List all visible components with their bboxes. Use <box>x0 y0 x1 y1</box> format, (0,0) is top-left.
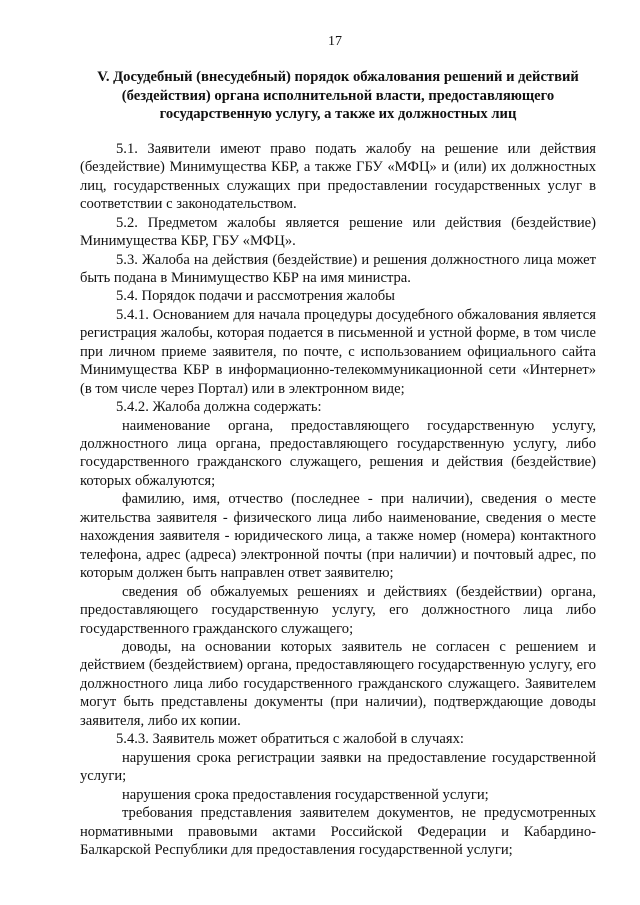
section-heading <box>80 68 596 124</box>
paragraph-complaint-decisions: сведения об обжалуемых решениях и действиях (бездействии) органа, предоставляющего государственную услугу, его должностного лица либо государственного гражданского служащего; <box>80 583 596 637</box>
paragraph-5-4: 5.4. Порядок подачи и рассмотрения жалобы <box>116 288 395 305</box>
paragraph-complaint-organ: наименование органа, предоставляющего государственную услугу, должностного лица органа, предоставляющего государственную услугу, либо государственного гражданского служащего, решения и действия (бездействие) которых обжалуются; <box>80 417 596 489</box>
paragraph-complaint-applicant: фамилию, имя, отчество (последнее - при наличии), сведения о месте жительства заявителя - физического лица либо наименование, сведения о месте нахождения заявителя - юридического лица, а также номер (номера) контактного телефона, адрес (адреса) электронной почты (при наличии) и почтовый адрес, по которым должен быть направлен ответ заявителю; <box>80 491 596 582</box>
paragraph-5-4-1: 5.4.1. Основанием для начала процедуры досудебного обжалования является регистрация жалобы, которая подается в письменной и устной форме, в том числе при личном приеме заявителя, по почте, с использованием официального сайта Минимущества КБР в информационно-телекоммуникационной сети «Интернет» (в том числе через Портал) или в электронном виде; <box>80 306 596 397</box>
paragraph-complaint-arguments: доводы, на основании которых заявитель не согласен с решением и действием (бездействием) органа, предоставляющего государственную услугу, его должностного лица либо государственного гражданского служащего. Заявителем могут быть представлены документы (при наличии), подтверждающие доводы заявителя, либо их копии. <box>80 639 596 729</box>
page-number: 17 <box>328 34 342 49</box>
paragraph-case-deadline: нарушения срока предоставления государственной услуги; <box>122 786 489 803</box>
heading-line: (бездействия) органа исполнительной власти, предоставляющего <box>121 87 555 104</box>
paragraph-case-documents: требования представления заявителем документов, не предусмотренных нормативными правовыми актами Российской Федерации и Кабардино-Балкарской Республики для предоставления государственной услуги; <box>80 805 596 858</box>
paragraph-5-1: 5.1. Заявители имеют право подать жалобу на решение или действия (бездействие) Минимущества КБР, а также ГБУ «МФЦ» и (или) их должностных лиц, государственных служащих при предоставлении государственных услуг в соответствии с законодательством. <box>80 140 596 213</box>
paragraph-case-registration: нарушения срока регистрации заявки на предоставление государственной услуги; <box>80 749 596 785</box>
paragraph-5-4-3: 5.4.3. Заявитель может обратиться с жалобой в случаях: <box>116 731 464 748</box>
paragraph-5-3: 5.3. Жалоба на действия (бездействие) и решения должностного лица может быть подана в Минимущество КБР на имя министра. <box>80 251 596 286</box>
heading-line: V. Досудебный (внесудебный) порядок обжалования решений и действий <box>97 69 579 85</box>
paragraph-5-2: 5.2. Предметом жалобы является решение или действия (бездействие) Минимущества КБР, ГБУ «МФЦ». <box>80 214 596 250</box>
document-body <box>80 140 596 860</box>
paragraph-5-4-2: 5.4.2. Жалоба должна содержать: <box>116 399 322 416</box>
heading-line: государственную услугу, а также их должностных лиц <box>159 106 517 123</box>
